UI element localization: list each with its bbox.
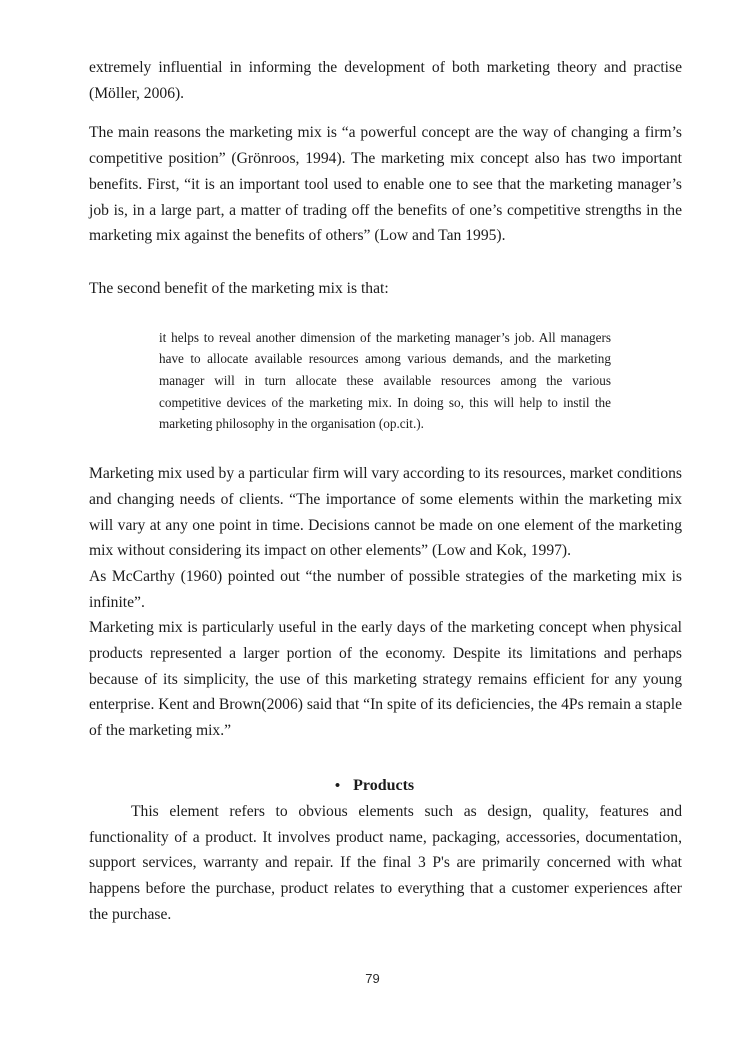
page-number: 79	[365, 971, 380, 986]
paragraph-second-benefit-lead: The second benefit of the marketing mix is that:	[89, 279, 389, 297]
block-quote-marketing-manager: it helps to reveal another dimension of the marketing manager’s job. All managers have to allocate available resources among various demands, and the marketing manager will in turn allocate these available resources among the various competitive devices of the marketing mix. In doing so, this will help to instil the marketing philosophy in the organisation (op.cit.).	[159, 329, 611, 432]
paragraph-product-element: This element refers to obvious elements such as design, quality, features and functionality of a product. It involves product name, packaging, accessories, documentation, support services, warranty and repair. If the final 3 P's are primarily concerned with what happens before the purchase, product relates to everything that a customer experiences after the purchase.	[89, 802, 682, 923]
bullet-heading-products	[78, 773, 671, 799]
paragraph-mccarthy: As McCarthy (1960) pointed out “the number of possible strategies of the marketing mix is infinite”.	[89, 567, 682, 611]
bullet-icon: •	[334, 777, 341, 794]
paragraph-moller-continuation: extremely influential in informing the development of both marketing theory and practise (Möller, 2006).	[89, 59, 682, 102]
paragraph-marketing-mix-vary: Marketing mix used by a particular firm will vary according to its resources, market conditions and changing needs of clients. “The importance of some elements within the marketing mix will vary at any one point in time. Decisions cannot be made on one element of the marketing mix without considering its impact on other elements” (Low and Kok, 1997).	[89, 465, 682, 560]
bullet-heading-label: Products	[353, 776, 415, 794]
page-content	[89, 0, 682, 927]
paragraph-main-reasons: The main reasons the marketing mix is “a powerful concept are the way of changing a firm’s competitive position” (Grönroos, 1994). The marketing mix concept also has two important benefits. First, “it is an important tool used to enable one to see that the marketing manager’s job is, in a large part, a matter of trading off the benefits of one’s competitive strengths in the marketing mix against the benefits of others” (Low and Tan 1995).	[89, 124, 682, 245]
paragraph-marketing-mix-useful: Marketing mix is particularly useful in the early days of the marketing concept when physical products represented a larger portion of the economy. Despite its limitations and perhaps because of its simplicity, the use of this marketing strategy remains efficient for any young enterprise. Kent and Brown(2006) said that “In spite of its deficiencies, the 4Ps remain a staple of the marketing mix.”	[89, 619, 682, 740]
body-paragraph-group	[89, 461, 682, 744]
